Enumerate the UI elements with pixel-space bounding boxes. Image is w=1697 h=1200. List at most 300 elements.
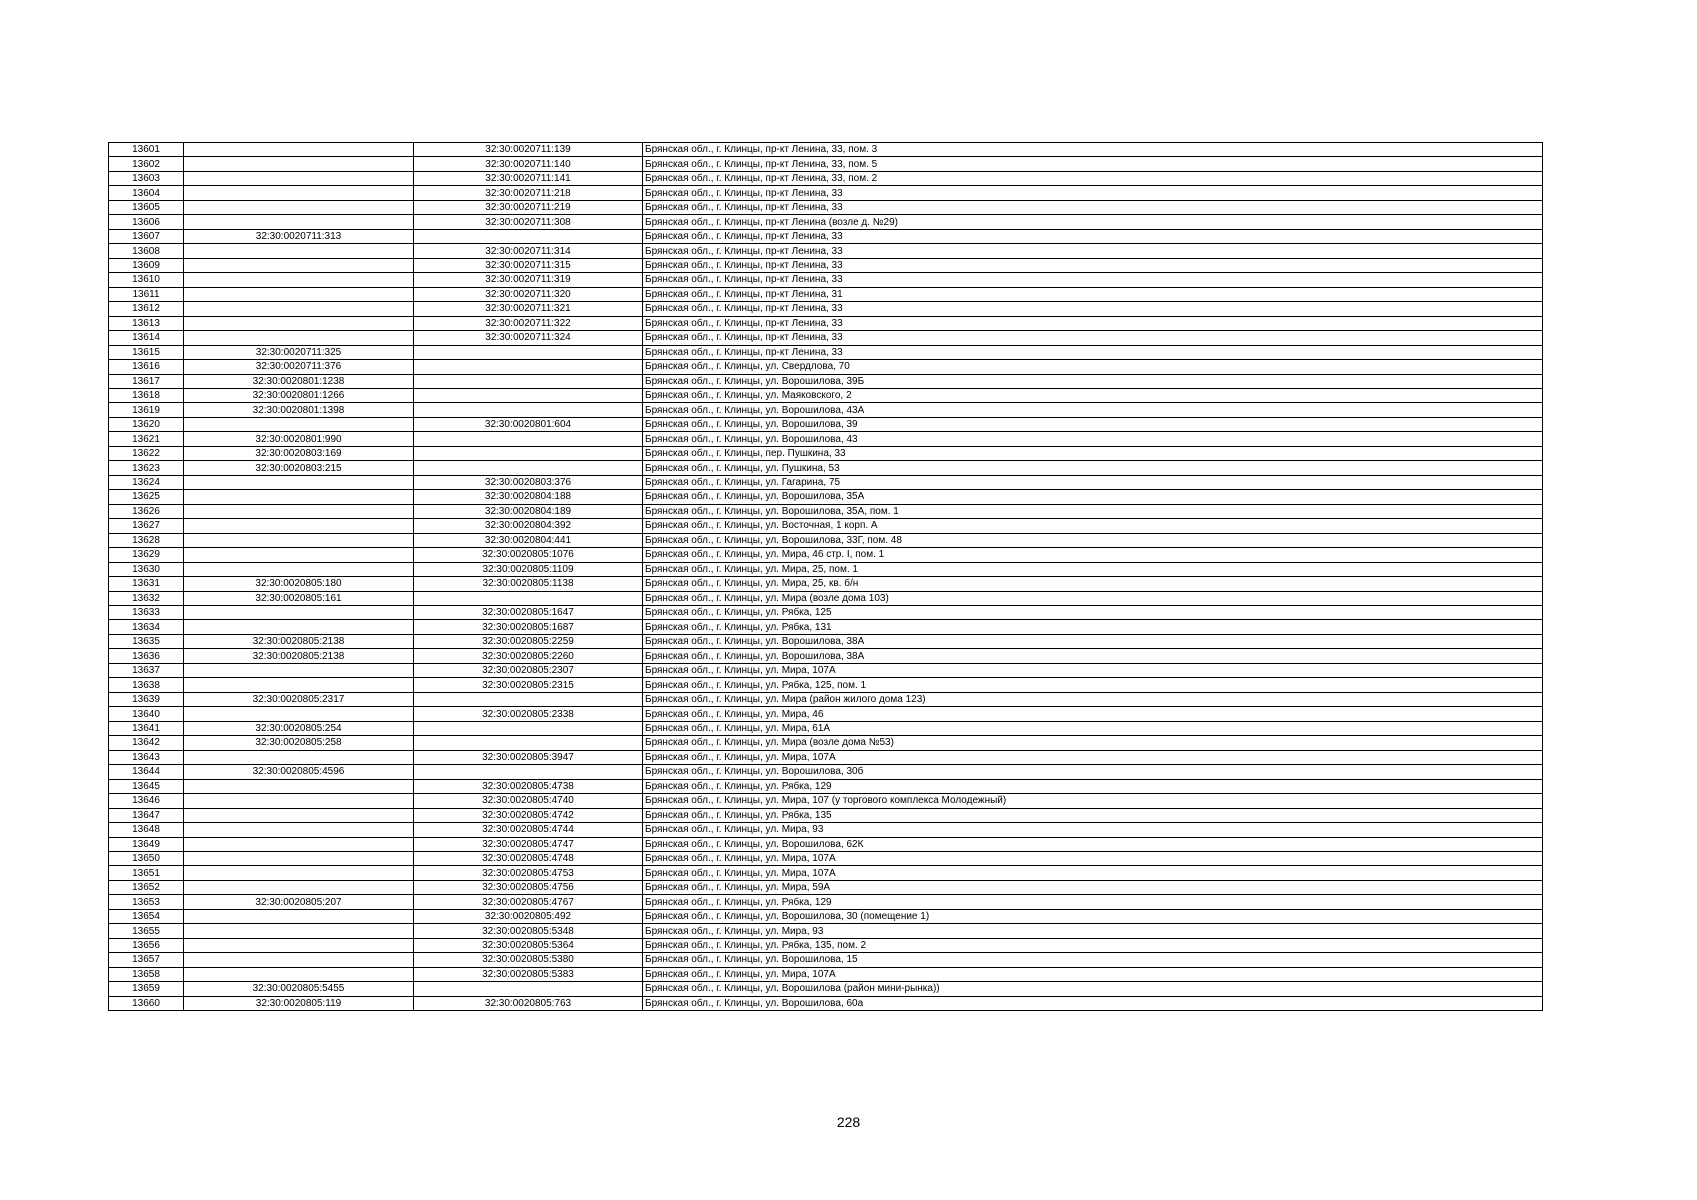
cadastral-number-cell: 32:30:0020803:215	[184, 461, 414, 475]
premises-cadastral-number-cell: 32:30:0020711:140	[414, 157, 643, 171]
cadastral-number-cell	[184, 258, 414, 272]
row-number-cell: 13613	[109, 316, 184, 330]
table-row	[109, 345, 1543, 359]
table-row	[109, 200, 1543, 214]
address-cell: Брянская обл., г. Клинцы, ул. Ворошилова, 43А	[643, 403, 1543, 417]
address-cell: Брянская обл., г. Клинцы, ул. Ворошилова, 30 (помещение 1)	[643, 909, 1543, 923]
row-number-cell: 13649	[109, 837, 184, 851]
table-row	[109, 171, 1543, 185]
premises-cadastral-number-cell	[414, 446, 643, 460]
cadastral-number-cell	[184, 200, 414, 214]
row-number-cell: 13632	[109, 591, 184, 605]
table-row	[109, 504, 1543, 518]
row-number-cell: 13621	[109, 432, 184, 446]
premises-cadastral-number-cell: 32:30:0020805:2307	[414, 663, 643, 677]
cadastral-number-cell: 32:30:0020711:325	[184, 345, 414, 359]
row-number-cell: 13627	[109, 519, 184, 533]
address-cell: Брянская обл., г. Клинцы, ул. Мира, 107А	[643, 866, 1543, 880]
address-cell: Брянская обл., г. Клинцы, пер. Пушкина, 33	[643, 446, 1543, 460]
row-number-cell: 13604	[109, 186, 184, 200]
premises-cadastral-number-cell	[414, 229, 643, 243]
premises-cadastral-number-cell: 32:30:0020711:322	[414, 316, 643, 330]
row-number-cell: 13622	[109, 446, 184, 460]
row-number-cell: 13629	[109, 548, 184, 562]
table-row	[109, 403, 1543, 417]
cadastral-number-cell: 32:30:0020805:207	[184, 895, 414, 909]
address-cell: Брянская обл., г. Клинцы, ул. Ворошилова (район мини-рынка))	[643, 982, 1543, 996]
address-cell: Брянская обл., г. Клинцы, пр-кт Ленина, 31	[643, 287, 1543, 301]
address-cell: Брянская обл., г. Клинцы, ул. Гагарина, 75	[643, 475, 1543, 489]
premises-cadastral-number-cell: 32:30:0020711:324	[414, 331, 643, 345]
table-row	[109, 779, 1543, 793]
cadastral-number-cell	[184, 678, 414, 692]
table-row	[109, 157, 1543, 171]
table-row	[109, 851, 1543, 865]
row-number-cell: 13655	[109, 924, 184, 938]
premises-cadastral-number-cell	[414, 345, 643, 359]
cadastral-number-cell	[184, 417, 414, 431]
premises-cadastral-number-cell	[414, 403, 643, 417]
address-cell: Брянская обл., г. Клинцы, ул. Ворошилова, 60а	[643, 996, 1543, 1010]
address-cell: Брянская обл., г. Клинцы, ул. Ворошилова, 62К	[643, 837, 1543, 851]
table-row	[109, 982, 1543, 996]
table-row	[109, 577, 1543, 591]
address-cell: Брянская обл., г. Клинцы, ул. Мира (возле дома 103)	[643, 591, 1543, 605]
premises-cadastral-number-cell: 32:30:0020711:319	[414, 273, 643, 287]
cadastral-number-cell	[184, 837, 414, 851]
table-row	[109, 794, 1543, 808]
address-cell: Брянская обл., г. Клинцы, ул. Мира, 25, пом. 1	[643, 562, 1543, 576]
row-number-cell: 13623	[109, 461, 184, 475]
address-cell: Брянская обл., г. Клинцы, ул. Ворошилова, 38А	[643, 649, 1543, 663]
premises-cadastral-number-cell: 32:30:0020805:4738	[414, 779, 643, 793]
row-number-cell: 13626	[109, 504, 184, 518]
premises-cadastral-number-cell	[414, 765, 643, 779]
cadastral-number-cell: 32:30:0020711:376	[184, 360, 414, 374]
premises-cadastral-number-cell: 32:30:0020805:4740	[414, 794, 643, 808]
address-cell: Брянская обл., г. Клинцы, пр-кт Ленина, 33	[643, 244, 1543, 258]
row-number-cell: 13637	[109, 663, 184, 677]
row-number-cell: 13657	[109, 953, 184, 967]
premises-cadastral-number-cell: 32:30:0020805:492	[414, 909, 643, 923]
premises-cadastral-number-cell: 32:30:0020711:218	[414, 186, 643, 200]
premises-cadastral-number-cell	[414, 360, 643, 374]
cadastral-number-cell	[184, 794, 414, 808]
address-cell: Брянская обл., г. Клинцы, пр-кт Ленина, 33	[643, 302, 1543, 316]
address-cell: Брянская обл., г. Клинцы, ул. Рябка, 125, пом. 1	[643, 678, 1543, 692]
row-number-cell: 13619	[109, 403, 184, 417]
page-number: 228	[836, 1114, 861, 1130]
premises-cadastral-number-cell: 32:30:0020711:219	[414, 200, 643, 214]
premises-cadastral-number-cell: 32:30:0020805:4744	[414, 823, 643, 837]
row-number-cell: 13634	[109, 620, 184, 634]
premises-cadastral-number-cell: 32:30:0020805:3947	[414, 750, 643, 764]
row-number-cell: 13618	[109, 388, 184, 402]
table-row	[109, 924, 1543, 938]
table-row	[109, 388, 1543, 402]
table-row	[109, 273, 1543, 287]
row-number-cell: 13628	[109, 533, 184, 547]
premises-cadastral-number-cell: 32:30:0020805:2260	[414, 649, 643, 663]
table-row	[109, 765, 1543, 779]
table-row	[109, 432, 1543, 446]
premises-cadastral-number-cell: 32:30:0020805:763	[414, 996, 643, 1010]
cadastral-number-cell	[184, 171, 414, 185]
address-cell: Брянская обл., г. Клинцы, ул. Мира, 107А	[643, 750, 1543, 764]
row-number-cell: 13652	[109, 880, 184, 894]
premises-cadastral-number-cell: 32:30:0020711:141	[414, 171, 643, 185]
table-row	[109, 287, 1543, 301]
row-number-cell: 13611	[109, 287, 184, 301]
premises-cadastral-number-cell: 32:30:0020805:4748	[414, 851, 643, 865]
cadastral-number-cell: 32:30:0020805:161	[184, 591, 414, 605]
address-cell: Брянская обл., г. Клинцы, ул. Мира, 46 стр. I, пом. 1	[643, 548, 1543, 562]
table-row	[109, 707, 1543, 721]
address-cell: Брянская обл., г. Клинцы, пр-кт Ленина, 33, пом. 3	[643, 143, 1543, 157]
address-cell: Брянская обл., г. Клинцы, ул. Пушкина, 53	[643, 461, 1543, 475]
address-cell: Брянская обл., г. Клинцы, ул. Рябка, 129	[643, 779, 1543, 793]
row-number-cell: 13631	[109, 577, 184, 591]
address-cell: Брянская обл., г. Клинцы, пр-кт Ленина, 33	[643, 273, 1543, 287]
address-cell: Брянская обл., г. Клинцы, пр-кт Ленина, 33, пом. 2	[643, 171, 1543, 185]
table-row	[109, 606, 1543, 620]
cadastral-number-cell: 32:30:0020805:2138	[184, 649, 414, 663]
row-number-cell: 13659	[109, 982, 184, 996]
table-row	[109, 186, 1543, 200]
premises-cadastral-number-cell: 32:30:0020804:441	[414, 533, 643, 547]
cadastral-number-cell	[184, 779, 414, 793]
table-row	[109, 374, 1543, 388]
address-cell: Брянская обл., г. Клинцы, ул. Мира, 59А	[643, 880, 1543, 894]
row-number-cell: 13638	[109, 678, 184, 692]
premises-cadastral-number-cell	[414, 374, 643, 388]
address-cell: Брянская обл., г. Клинцы, ул. Рябка, 131	[643, 620, 1543, 634]
table-row	[109, 490, 1543, 504]
cadastral-number-cell	[184, 302, 414, 316]
address-cell: Брянская обл., г. Клинцы, ул. Ворошилова, 33Г, пом. 48	[643, 533, 1543, 547]
cadastral-number-cell	[184, 548, 414, 562]
cadastral-number-cell: 32:30:0020805:180	[184, 577, 414, 591]
row-number-cell: 13608	[109, 244, 184, 258]
cadastral-number-cell: 32:30:0020805:258	[184, 736, 414, 750]
table-row	[109, 938, 1543, 952]
row-number-cell: 13647	[109, 808, 184, 822]
address-cell: Брянская обл., г. Клинцы, пр-кт Ленина, 33	[643, 200, 1543, 214]
cadastral-number-cell: 32:30:0020801:1238	[184, 374, 414, 388]
premises-cadastral-number-cell: 32:30:0020805:4747	[414, 837, 643, 851]
table-row	[109, 360, 1543, 374]
premises-cadastral-number-cell: 32:30:0020711:315	[414, 258, 643, 272]
premises-cadastral-number-cell: 32:30:0020711:320	[414, 287, 643, 301]
cadastral-number-cell	[184, 707, 414, 721]
address-cell: Брянская обл., г. Клинцы, ул. Рябка, 125	[643, 606, 1543, 620]
table-row	[109, 750, 1543, 764]
address-cell: Брянская обл., г. Клинцы, пр-кт Ленина, 33	[643, 186, 1543, 200]
table-row	[109, 823, 1543, 837]
row-number-cell: 13610	[109, 273, 184, 287]
premises-cadastral-number-cell: 32:30:0020803:376	[414, 475, 643, 489]
table-row	[109, 446, 1543, 460]
premises-cadastral-number-cell: 32:30:0020805:2259	[414, 634, 643, 648]
address-cell: Брянская обл., г. Клинцы, ул. Рябка, 129	[643, 895, 1543, 909]
table-row	[109, 143, 1543, 157]
address-cell: Брянская обл., г. Клинцы, ул. Восточная, 1 корп. А	[643, 519, 1543, 533]
premises-cadastral-number-cell: 32:30:0020805:1109	[414, 562, 643, 576]
address-cell: Брянская обл., г. Клинцы, ул. Мира (район жилого дома 123)	[643, 692, 1543, 706]
row-number-cell: 13635	[109, 634, 184, 648]
premises-cadastral-number-cell	[414, 388, 643, 402]
cadastral-number-cell	[184, 316, 414, 330]
cadastral-number-cell: 32:30:0020805:2138	[184, 634, 414, 648]
row-number-cell: 13641	[109, 721, 184, 735]
table-row	[109, 461, 1543, 475]
row-number-cell: 13645	[109, 779, 184, 793]
premises-cadastral-number-cell: 32:30:0020804:189	[414, 504, 643, 518]
table-row	[109, 302, 1543, 316]
table-row	[109, 591, 1543, 605]
cadastral-number-cell	[184, 143, 414, 157]
premises-cadastral-number-cell: 32:30:0020711:314	[414, 244, 643, 258]
row-number-cell: 13653	[109, 895, 184, 909]
table-row	[109, 996, 1543, 1010]
cadastral-number-cell	[184, 924, 414, 938]
premises-cadastral-number-cell: 32:30:0020805:5380	[414, 953, 643, 967]
cadastral-number-cell	[184, 562, 414, 576]
row-number-cell: 13650	[109, 851, 184, 865]
cadastral-number-cell: 32:30:0020805:119	[184, 996, 414, 1010]
cadastral-number-cell	[184, 823, 414, 837]
row-number-cell: 13603	[109, 171, 184, 185]
table-row	[109, 663, 1543, 677]
premises-cadastral-number-cell	[414, 721, 643, 735]
table-row	[109, 721, 1543, 735]
table-row	[109, 837, 1543, 851]
premises-cadastral-number-cell: 32:30:0020805:5364	[414, 938, 643, 952]
table-row	[109, 519, 1543, 533]
row-number-cell: 13606	[109, 215, 184, 229]
row-number-cell: 13620	[109, 417, 184, 431]
table-row	[109, 880, 1543, 894]
address-cell: Брянская обл., г. Клинцы, пр-кт Ленина, 33	[643, 345, 1543, 359]
cadastral-number-cell: 32:30:0020711:313	[184, 229, 414, 243]
premises-cadastral-number-cell: 32:30:0020805:4742	[414, 808, 643, 822]
cadastral-number-cell	[184, 866, 414, 880]
address-cell: Брянская обл., г. Клинцы, ул. Ворошилова, 35А, пом. 1	[643, 504, 1543, 518]
premises-cadastral-number-cell: 32:30:0020801:604	[414, 417, 643, 431]
row-number-cell: 13607	[109, 229, 184, 243]
premises-cadastral-number-cell: 32:30:0020711:139	[414, 143, 643, 157]
cadastral-number-cell	[184, 244, 414, 258]
row-number-cell: 13636	[109, 649, 184, 663]
premises-cadastral-number-cell: 32:30:0020805:5348	[414, 924, 643, 938]
address-cell: Брянская обл., г. Клинцы, ул. Свердлова, 70	[643, 360, 1543, 374]
address-cell: Брянская обл., г. Клинцы, ул. Ворошилова, 15	[643, 953, 1543, 967]
row-number-cell: 13630	[109, 562, 184, 576]
premises-cadastral-number-cell: 32:30:0020805:2315	[414, 678, 643, 692]
table-row	[109, 215, 1543, 229]
row-number-cell: 13643	[109, 750, 184, 764]
row-number-cell: 13612	[109, 302, 184, 316]
row-number-cell: 13609	[109, 258, 184, 272]
cadastral-number-cell	[184, 331, 414, 345]
cadastral-number-cell	[184, 620, 414, 634]
table-row	[109, 533, 1543, 547]
premises-cadastral-number-cell: 32:30:0020805:5383	[414, 967, 643, 981]
address-cell: Брянская обл., г. Клинцы, ул. Мира, 107 (у торгового комплекса Молодежный)	[643, 794, 1543, 808]
premises-cadastral-number-cell	[414, 692, 643, 706]
address-cell: Брянская обл., г. Клинцы, пр-кт Ленина (возле д. №29)	[643, 215, 1543, 229]
premises-cadastral-number-cell: 32:30:0020805:1138	[414, 577, 643, 591]
address-cell: Брянская обл., г. Клинцы, ул. Ворошилова, 39	[643, 417, 1543, 431]
cadastral-number-cell	[184, 606, 414, 620]
cadastral-number-cell	[184, 953, 414, 967]
table-row	[109, 953, 1543, 967]
address-cell: Брянская обл., г. Клинцы, ул. Мира, 25, кв. б/н	[643, 577, 1543, 591]
table-row	[109, 244, 1543, 258]
table-row	[109, 548, 1543, 562]
cadastral-number-cell	[184, 808, 414, 822]
address-cell: Брянская обл., г. Клинцы, пр-кт Ленина, 33	[643, 258, 1543, 272]
premises-cadastral-number-cell: 32:30:0020805:4753	[414, 866, 643, 880]
table-row	[109, 678, 1543, 692]
address-cell: Брянская обл., г. Клинцы, ул. Рябка, 135, пом. 2	[643, 938, 1543, 952]
row-number-cell: 13660	[109, 996, 184, 1010]
table-row	[109, 475, 1543, 489]
address-cell: Брянская обл., г. Клинцы, пр-кт Ленина, 33	[643, 229, 1543, 243]
table-row	[109, 620, 1543, 634]
premises-cadastral-number-cell	[414, 591, 643, 605]
row-number-cell: 13602	[109, 157, 184, 171]
cadastral-number-cell: 32:30:0020803:169	[184, 446, 414, 460]
cadastral-number-cell	[184, 851, 414, 865]
table-row	[109, 331, 1543, 345]
premises-cadastral-number-cell: 32:30:0020804:188	[414, 490, 643, 504]
cadastral-number-cell	[184, 504, 414, 518]
cadastral-number-cell	[184, 475, 414, 489]
row-number-cell: 13614	[109, 331, 184, 345]
cadastral-number-cell	[184, 750, 414, 764]
address-cell: Брянская обл., г. Клинцы, ул. Ворошилова, 39Б	[643, 374, 1543, 388]
row-number-cell: 13617	[109, 374, 184, 388]
cadastral-number-cell: 32:30:0020801:1266	[184, 388, 414, 402]
premises-cadastral-number-cell	[414, 982, 643, 996]
address-cell: Брянская обл., г. Клинцы, ул. Ворошилова, 35А	[643, 490, 1543, 504]
row-number-cell: 13616	[109, 360, 184, 374]
row-number-cell: 13605	[109, 200, 184, 214]
registry-table	[108, 142, 1543, 1011]
address-cell: Брянская обл., г. Клинцы, ул. Мира, 107А	[643, 663, 1543, 677]
address-cell: Брянская обл., г. Клинцы, пр-кт Ленина, 33, пом. 5	[643, 157, 1543, 171]
premises-cadastral-number-cell: 32:30:0020711:321	[414, 302, 643, 316]
premises-cadastral-number-cell: 32:30:0020711:308	[414, 215, 643, 229]
premises-cadastral-number-cell	[414, 461, 643, 475]
address-cell: Брянская обл., г. Клинцы, ул. Мира, 61А	[643, 721, 1543, 735]
table-row	[109, 895, 1543, 909]
cadastral-number-cell	[184, 273, 414, 287]
table-row	[109, 692, 1543, 706]
premises-cadastral-number-cell	[414, 736, 643, 750]
premises-cadastral-number-cell: 32:30:0020804:392	[414, 519, 643, 533]
row-number-cell: 13624	[109, 475, 184, 489]
table-row	[109, 229, 1543, 243]
premises-cadastral-number-cell: 32:30:0020805:4767	[414, 895, 643, 909]
cadastral-number-cell	[184, 967, 414, 981]
row-number-cell: 13601	[109, 143, 184, 157]
address-cell: Брянская обл., г. Клинцы, ул. Рябка, 135	[643, 808, 1543, 822]
table-row	[109, 634, 1543, 648]
row-number-cell: 13651	[109, 866, 184, 880]
address-cell: Брянская обл., г. Клинцы, ул. Мира, 107А	[643, 967, 1543, 981]
cadastral-number-cell: 32:30:0020805:4596	[184, 765, 414, 779]
cadastral-number-cell: 32:30:0020801:990	[184, 432, 414, 446]
registry-table-body	[109, 143, 1543, 1011]
row-number-cell: 13633	[109, 606, 184, 620]
table-row	[109, 417, 1543, 431]
premises-cadastral-number-cell: 32:30:0020805:1647	[414, 606, 643, 620]
table-row	[109, 909, 1543, 923]
cadastral-number-cell	[184, 909, 414, 923]
address-cell: Брянская обл., г. Клинцы, ул. Мира, 93	[643, 823, 1543, 837]
row-number-cell: 13648	[109, 823, 184, 837]
address-cell: Брянская обл., г. Клинцы, ул. Ворошилова, 43	[643, 432, 1543, 446]
address-cell: Брянская обл., г. Клинцы, ул. Мира, 107А	[643, 851, 1543, 865]
row-number-cell: 13646	[109, 794, 184, 808]
table-row	[109, 736, 1543, 750]
premises-cadastral-number-cell: 32:30:0020805:1076	[414, 548, 643, 562]
address-cell: Брянская обл., г. Клинцы, пр-кт Ленина, 33	[643, 331, 1543, 345]
row-number-cell: 13640	[109, 707, 184, 721]
cadastral-number-cell	[184, 157, 414, 171]
table-row	[109, 866, 1543, 880]
cadastral-number-cell	[184, 519, 414, 533]
cadastral-number-cell: 32:30:0020801:1398	[184, 403, 414, 417]
table-row	[109, 316, 1543, 330]
table-row	[109, 649, 1543, 663]
cadastral-number-cell	[184, 938, 414, 952]
premises-cadastral-number-cell: 32:30:0020805:4756	[414, 880, 643, 894]
address-cell: Брянская обл., г. Клинцы, ул. Мира, 93	[643, 924, 1543, 938]
row-number-cell: 13615	[109, 345, 184, 359]
row-number-cell: 13654	[109, 909, 184, 923]
cadastral-number-cell: 32:30:0020805:5455	[184, 982, 414, 996]
table-row	[109, 258, 1543, 272]
row-number-cell: 13639	[109, 692, 184, 706]
address-cell: Брянская обл., г. Клинцы, ул. Маяковского, 2	[643, 388, 1543, 402]
premises-cadastral-number-cell	[414, 432, 643, 446]
row-number-cell: 13642	[109, 736, 184, 750]
table-row	[109, 562, 1543, 576]
cadastral-number-cell	[184, 880, 414, 894]
address-cell: Брянская обл., г. Клинцы, ул. Мира, 46	[643, 707, 1543, 721]
cadastral-number-cell	[184, 533, 414, 547]
table-row	[109, 967, 1543, 981]
cadastral-number-cell	[184, 287, 414, 301]
address-cell: Брянская обл., г. Клинцы, ул. Мира (возле дома №53)	[643, 736, 1543, 750]
premises-cadastral-number-cell: 32:30:0020805:1687	[414, 620, 643, 634]
address-cell: Брянская обл., г. Клинцы, ул. Ворошилова, 38А	[643, 634, 1543, 648]
cadastral-number-cell: 32:30:0020805:2317	[184, 692, 414, 706]
row-number-cell: 13658	[109, 967, 184, 981]
cadastral-number-cell: 32:30:0020805:254	[184, 721, 414, 735]
row-number-cell: 13644	[109, 765, 184, 779]
row-number-cell: 13625	[109, 490, 184, 504]
cadastral-number-cell	[184, 663, 414, 677]
table-row	[109, 808, 1543, 822]
row-number-cell: 13656	[109, 938, 184, 952]
cadastral-number-cell	[184, 215, 414, 229]
premises-cadastral-number-cell: 32:30:0020805:2338	[414, 707, 643, 721]
address-cell: Брянская обл., г. Клинцы, пр-кт Ленина, 33	[643, 316, 1543, 330]
